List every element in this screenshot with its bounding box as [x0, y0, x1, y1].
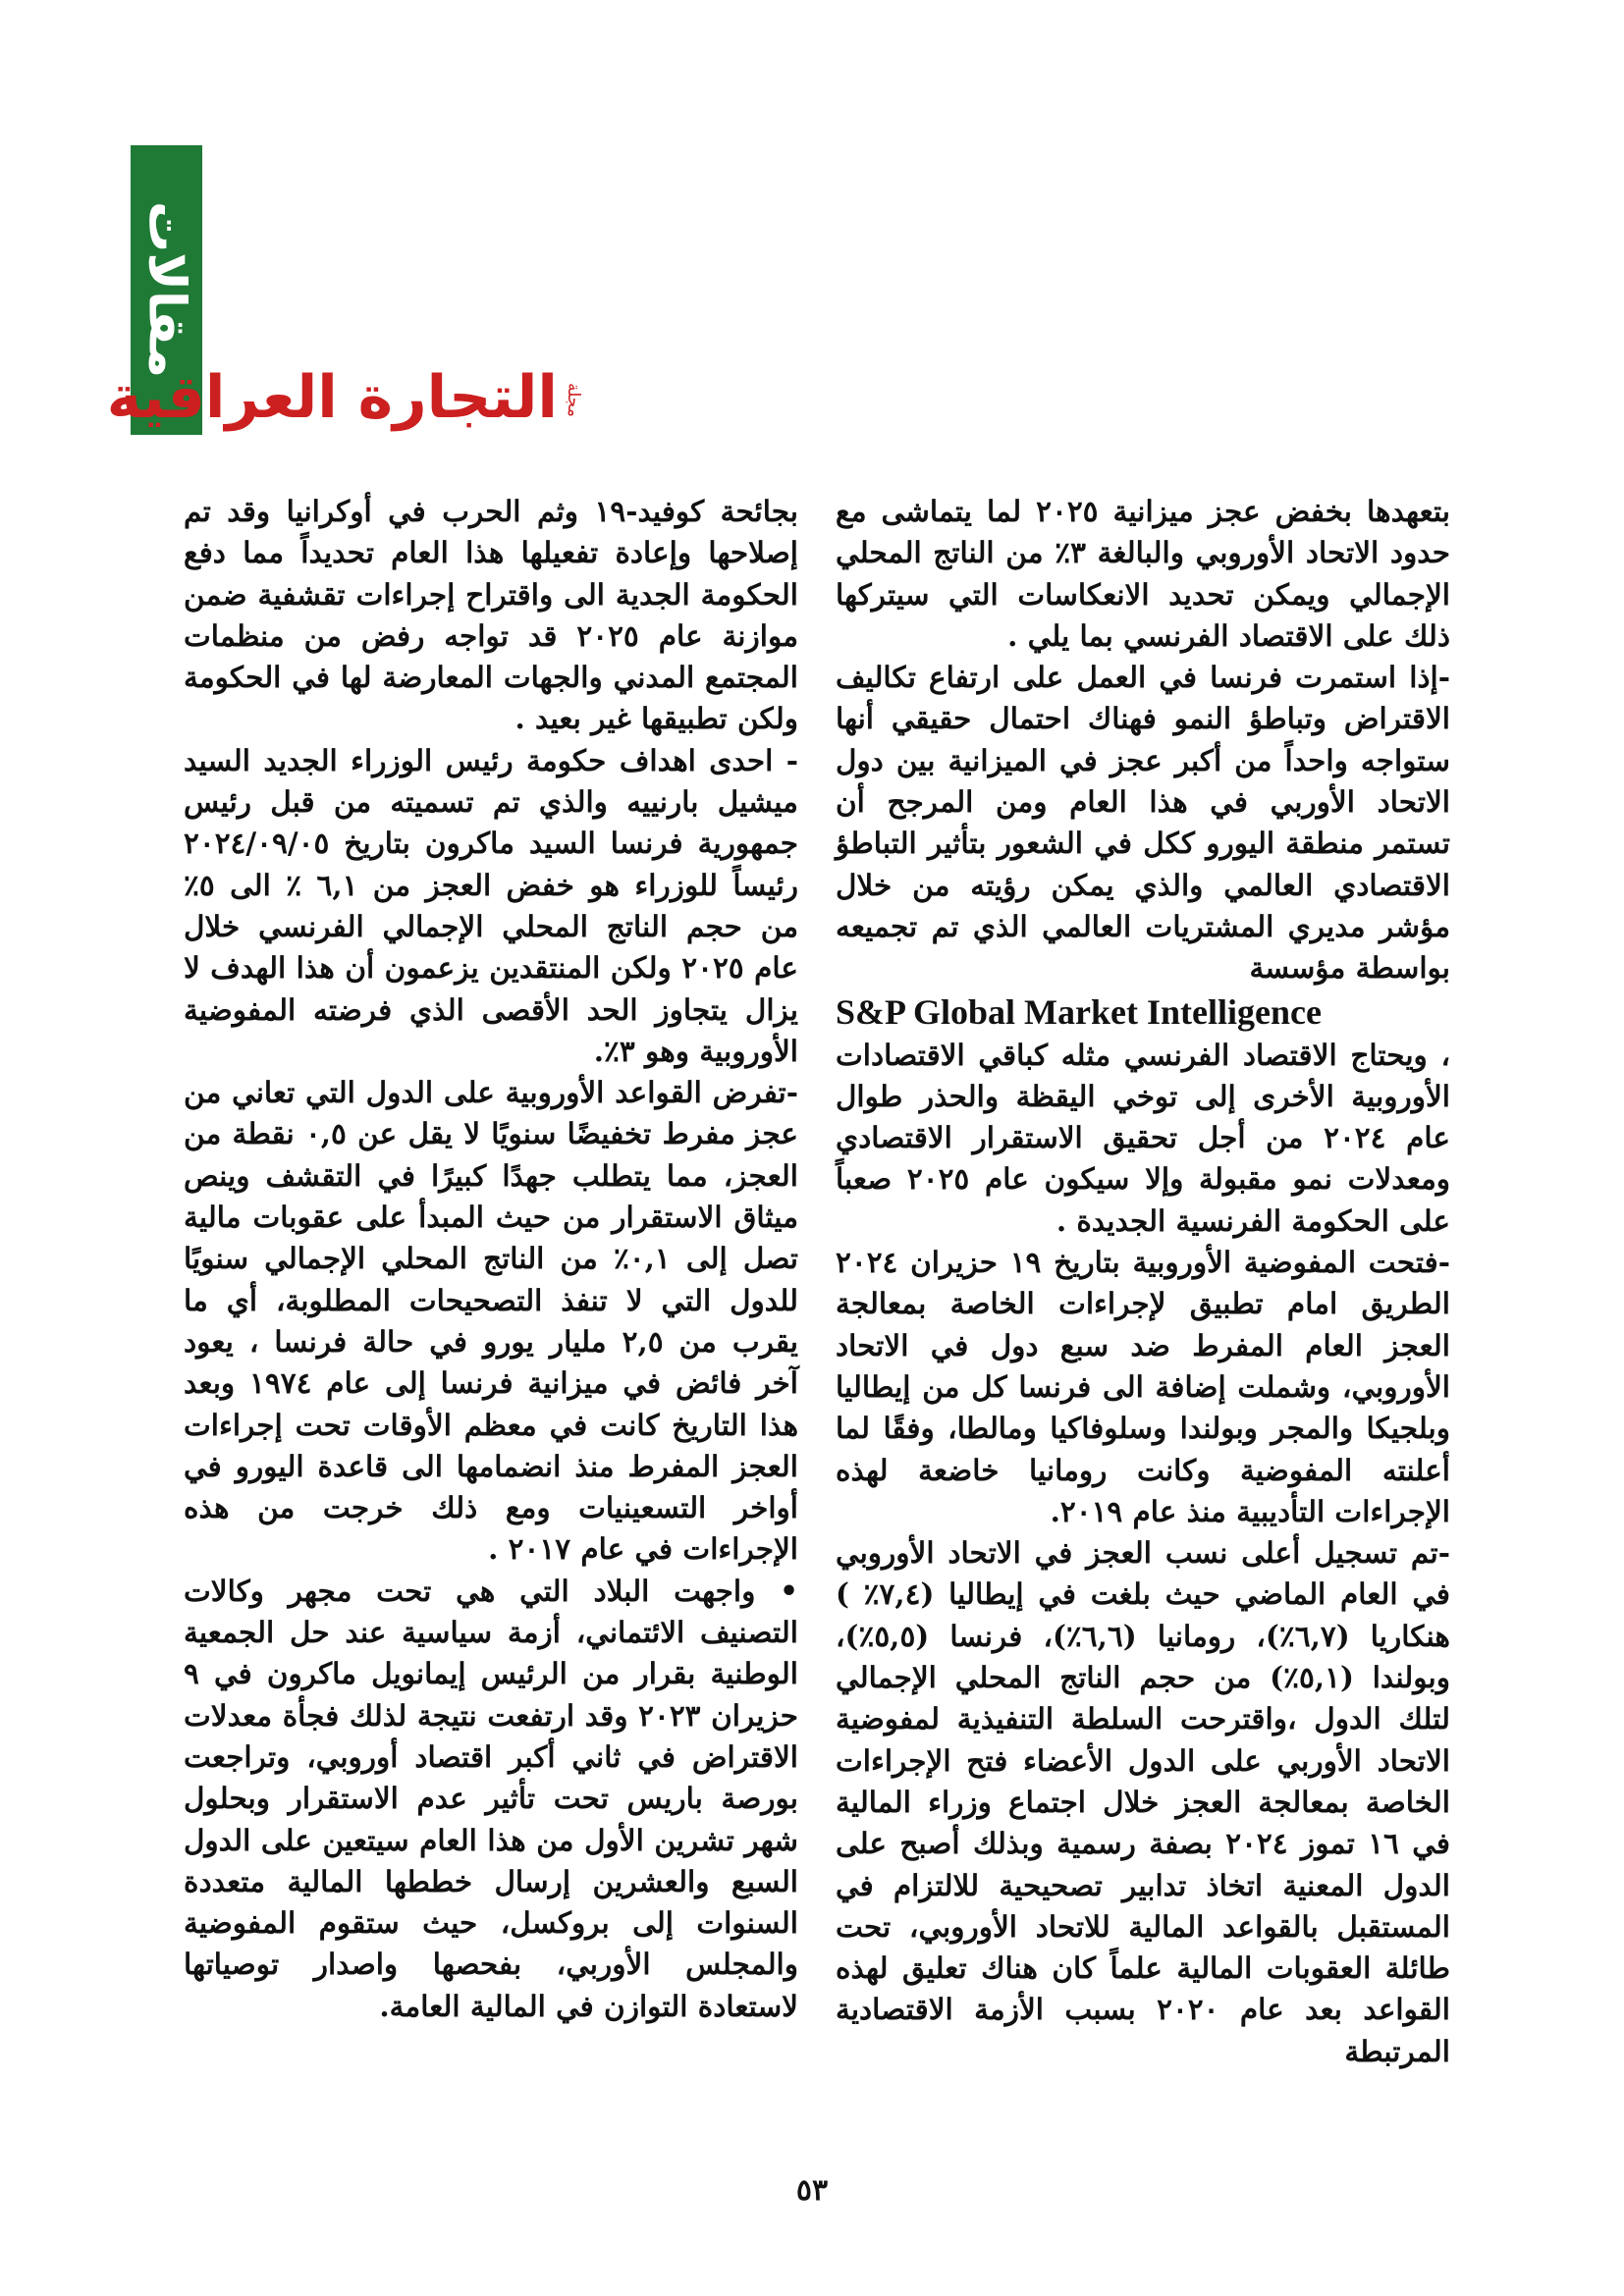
article-column-left	[184, 491, 798, 2027]
magazine-logo	[106, 348, 583, 432]
paragraph: بتعهدها بخفض عجز ميزانية ٢٠٢٥ لما يتماشى مع حدود الاتحاد الأوروبي والبالغة ٣٪ من الناتج المحلي الإجمالي ويمكن تحديد الانعكاسات التي سيتركها ذلك على الاقتصاد الفرنسي بما يلي .	[836, 494, 1450, 653]
paragraph: -إذا استمرت فرنسا في العمل على ارتفاع تكاليف الاقتراض وتباطؤ النمو فهناك احتمال حقيقي أنها ستواجه واحداً من أكبر عجز في الميزانية بين دول الاتحاد الأوربي في هذا العام ومن المرجح أن تستمر منطقة اليورو ككل في الشعور بتأثير التباطؤ الاقتصادي العالمي والذي يمكن رؤيته من خلال مؤشر مديري المشتريات العالمي الذي تم تجميعه بواسطة مؤسسة	[836, 660, 1450, 986]
section-label: مقالات	[136, 201, 196, 379]
company-name: S&P Global Market Intelligence	[836, 991, 1322, 1032]
paragraph: - احدى اهداف حكومة رئيس الوزراء الجديد السيد ميشيل بارنييه والذي تم تسميته من قبل رئيس جمهورية فرنسا السيد ماكرون بتاريخ ٢٠٢٤/٠٩/٠٥ رئيساً للوزراء هو خفض العجز من ٦,١ ٪ الى ٥٪ من حجم الناتج المحلي الإجمالي الفرنسي خلال عام ٢٠٢٥ ولكن المنتقدين يزعمون أن هذا الهدف لا يزال يتجاوز الحد الأقصى الذي فرضته المفوضية الأوروبية وهو ٣٪.	[184, 742, 798, 1068]
paragraph: -فتحت المفوضية الأوروبية بتاريخ ١٩ حزيران ٢٠٢٤ الطريق امام تطبيق لإجراءات الخاصة بمعالجة العجز العام المفرط ضد سبع دول في الاتحاد الأوروبي، وشملت إضافة الى فرنسا كل من إيطاليا وبلجيكا والمجر وبولندا وسلوفاكيا ومالطا، وفقًا لما أعلنته المفوضية وكانت رومانيا خاضعة لهذه الإجراءات التأديبية منذ عام ٢٠١٩.	[836, 1245, 1451, 1528]
article-column-right	[836, 491, 1450, 2072]
page-number: ٥٣	[795, 2173, 829, 2208]
magazine-name: التجارة العراقية	[106, 363, 558, 432]
magazine-prefix: مجلة	[564, 383, 583, 417]
paragraph: -تفرض القواعد الأوروبية على الدول التي تعاني من عجز مفرط تخفيضًا سنويًا لا يقل عن ٠,٥ نقطة من العجز، مما يتطلب جهدًا كبيرًا في التقشف وينص ميثاق الاستقرار من حيث المبدأ على عقوبات مالية تصل إلى ٠,١٪ من الناتج المحلي الإجمالي سنويًا للدول التي لا تنفذ التصحيحات المطلوبة، أي ما يقرب من ٢,٥ مليار يورو في حالة فرنسا ، يعود آخر فائض في ميزانية فرنسا إلى عام ١٩٧٤ وبعد هذا التاريخ كانت في معظم الأوقات تحت إجراءات العجز المفرط منذ انضمامها الى قاعدة اليورو في أواخر التسعينيات ومع ذلك خرجت من هذه الإجراءات في عام ٢٠١٧ .	[184, 1075, 798, 1567]
paragraph: بجائحة كوفيد-١٩ وثم الحرب في أوكرانيا وقد تم إصلاحها وإعادة تفعيلها هذا العام تحديداً مما دفع الحكومة الجدية الى واقتراح إجراءات تقشفية ضمن موازنة عام ٢٠٢٥ قد تواجه رفض من منظمات المجتمع المدني والجهات المعارضة لها في الحكومة ولكن تطبيقها غير بعيد .	[184, 494, 798, 736]
paragraph: -تم تسجيل أعلى نسب العجز في الاتحاد الأوروبي في العام الماضي حيث بلغت في إيطاليا (٧,٤٪ ) هنكاريا (٦,٧٪)، رومانيا (٦,٦٪)، فرنسا (٥,٥٪)، وبولندا (٥,١٪) من حجم الناتج المحلي الإجمالي لتلك الدول ،واقترحت السلطة التنفيذية لمفوضية الاتحاد الأوربي على الدول الأعضاء فتح الإجراءات الخاصة بمعالجة العجز خلال اجتماع وزراء المالية في ١٦ تموز ٢٠٢٤ بصفة رسمية وبذلك أصبح على الدول المعنية اتخاذ تدابير تصحيحية للالتزام في المستقبل بالقواعد المالية للاتحاد الأوروبي، تحت طائلة العقوبات المالية علماً كان هناك تعليق لهذه القواعد بعد عام ٢٠٢٠ بسبب الأزمة الاقتصادية المرتبطة	[836, 1535, 1451, 2068]
paragraph: • واجهت البلاد التي هي تحت مجهر وكالات التصنيف الائتماني، أزمة سياسية عند حل الجمعية الوطنية بقرار من الرئيس إيمانويل ماكرون في ٩ حزيران ٢٠٢٣ وقد ارتفعت نتيجة لذلك فجأة معدلات الاقتراض في ثاني أكبر اقتصاد أوروبي، وتراجعت بورصة باريس تحت تأثير عدم الاستقرار وبحلول شهر تشرين الأول من هذا العام سيتعين على الدول السبع والعشرين إرسال خططها المالية متعددة السنوات إلى بروكسل، حيث ستقوم المفوضية والمجلس الأوربي، بفحصها واصدار توصياتها لاستعادة التوازن في المالية العامة.	[184, 1573, 798, 2023]
paragraph: ، ويحتاج الاقتصاد الفرنسي مثله كباقي الاقتصادات الأوروبية الأخرى إلى توخي اليقظة والحذر طوال عام ٢٠٢٤ من أجل تحقيق الاستقرار الاقتصادي ومعدلات نمو مقبولة وإلا سيكون عام ٢٠٢٥ صعباً على الحكومة الفرنسية الجديدة .	[836, 1037, 1450, 1238]
